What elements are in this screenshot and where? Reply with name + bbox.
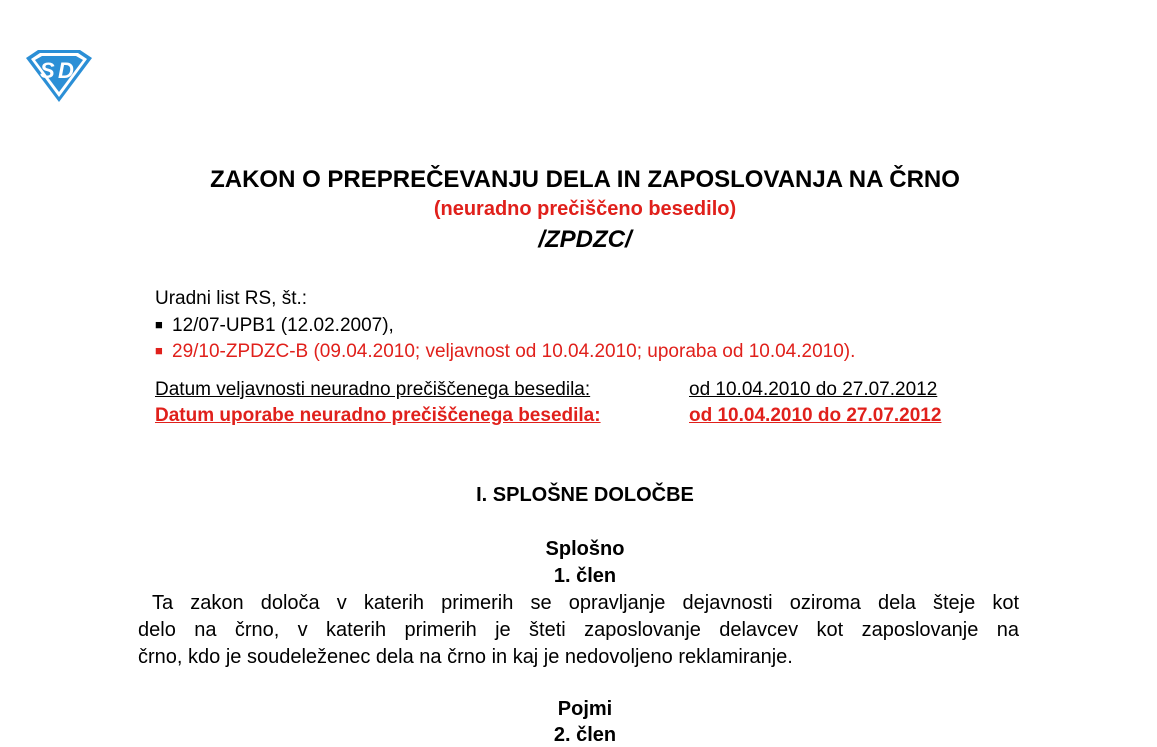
gazette-label: Uradni list RS, št.: (155, 288, 308, 309)
validity-date-label: Datum veljavnosti neuradno prečiščenega besedila: (155, 379, 591, 400)
article-number: 2. člen (553, 724, 617, 746)
application-date-label: Datum uporabe neuradno prečiščenega besedila: (155, 405, 601, 426)
application-date-value: od 10.04.2010 do 27.07.2012 (689, 405, 942, 426)
gazette-item: ■ 29/10-ZPDZC-B (09.04.2010; veljavnost od 10.04.2010; uporaba od 10.04.2010). (155, 341, 856, 362)
document-abbreviation: /ZPDZC/ (538, 226, 632, 253)
paragraph-line: Ta zakon določa v katerih primerih se opravljanje dejavnosti oziroma dela šteje kot (152, 592, 1019, 614)
sd-shield-logo-icon (22, 48, 96, 104)
square-bullet-icon: ■ (155, 343, 163, 358)
validity-date-value: od 10.04.2010 do 27.07.2012 (689, 379, 938, 400)
svg-text:S: S (40, 58, 55, 83)
article-number: 1. člen (553, 565, 617, 587)
paragraph-line: črno, kdo je soudeleženec dela na črno in kaj je nedovoljeno reklamiranje. (138, 646, 793, 668)
square-bullet-icon: ■ (155, 317, 163, 332)
article-heading: Splošno (545, 538, 625, 560)
svg-text:D: D (58, 58, 74, 83)
document-title: ZAKON O PREPREČEVANJU DELA IN ZAPOSLOVANJA NA ČRNO (210, 166, 960, 193)
article-heading: Pojmi (557, 698, 613, 720)
paragraph-line: delo na črno, v katerih primerih je šteti zaposlovanje delavcev kot zaposlovanje na (138, 619, 1019, 641)
article-paragraph (138, 590, 1019, 671)
document-subtitle: (neuradno prečiščeno besedilo) (433, 198, 737, 220)
gazette-item: ■ 12/07-UPB1 (12.02.2007), (155, 315, 394, 336)
chapter-title: I. SPLOŠNE DOLOČBE (476, 484, 694, 506)
